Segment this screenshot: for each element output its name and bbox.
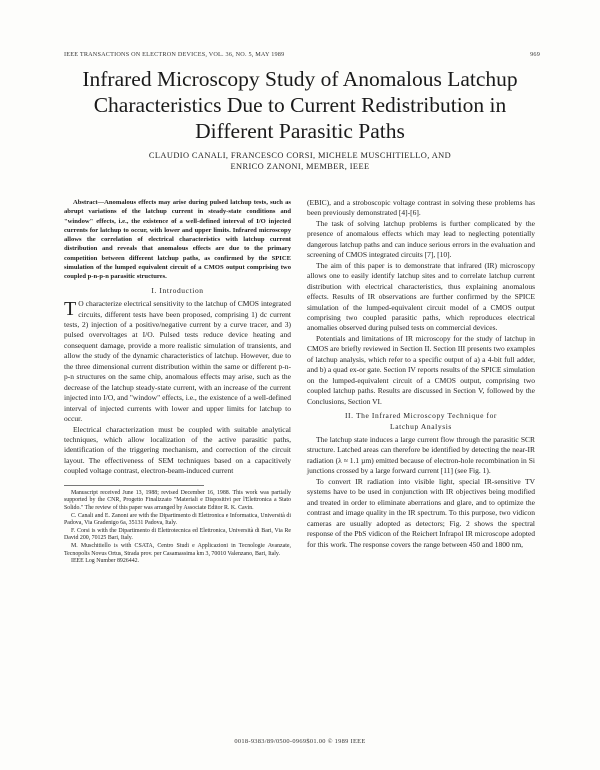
- intro-paragraph-2: Electrical characterization must be coupled with suitable analytical techniques, which allow localization of the active parasitic paths, identification of the triggering mechanism, and correction of the circuit layout. The effectiveness of SEM techniques based on a capacitively coupled voltage contrast, electron-beam-induced current: [64, 424, 291, 476]
- author-line-2: ENRICO ZANONI, MEMBER, IEEE: [230, 162, 370, 171]
- section-heading-ir-line-2: Latchup Analysis: [390, 421, 452, 431]
- paper-title: Infrared Microscopy Study of Anomalous Latchup Characteristics Due to Current Redistribution in Different Parasitic Paths: [82, 67, 518, 143]
- abstract: Abstract—Anomalous effects may arise during pulsed latchup tests, such as abrupt variations of the latchup current in steady-state conditions and "window" effects, i.e., the existence of a well-defined interval of I/O injected currents for latchup to occur, with lower and upper limits. Infrared microscopy allows the correlation of electrical characteristics with latchup current distribution and reveals that anomalous effects are due to the primary competition between different latchup paths, as confirmed by the SPICE simulation of the lumped equivalent circuit of a CMOS output comprising two coupled p-n-p-n parasitic structures.: [64, 199, 291, 281]
- intro-paragraph-1: [64, 299, 291, 424]
- journal-name: IEEE TRANSACTIONS ON ELECTRON DEVICES, VOL. 36, NO. 5, MAY 1989: [64, 51, 285, 58]
- author-line-1: CLAUDIO CANALI, FRANCESCO CORSI, MICHELE MUSCHITIELLO, AND: [148, 151, 452, 160]
- author-block: [90, 150, 510, 172]
- body-paragraph-outline: Potentials and limitations of IR microscopy for the study of latchup in CMOS are briefly reviewed in Section II. Section III presents two examples of latchup analysis, which refer to a specific output of a) a 4-bit full adder, and b) a quad ex-or gate. Section IV reports results of the SPICE simulation on the lumped-equivalent circuit of a CMOS output, comprising two coupled latchup paths. Results are discussed in Section V, followed by the Conclusions, Section VI.: [307, 333, 535, 406]
- footnote-corsi: F. Corsi is with the Dipartimento di Elettrotecnica ed Elettronica, Università di Bari, Via Re David 200, 70125 Bari, Italy.: [64, 527, 291, 542]
- drop-cap: T: [64, 298, 77, 321]
- copyright-line: 0018-9383/89/0500-0969$01.00 © 1989 IEEE: [234, 738, 366, 745]
- section-heading-introduction: I. Introduction: [151, 285, 204, 295]
- footnotes: [64, 490, 291, 566]
- page-number: 969: [530, 51, 540, 58]
- left-column: [64, 198, 291, 566]
- right-column: [307, 198, 535, 550]
- body-paragraph-latchup-state: The latchup state induces a large current flow through the parasitic SCR structure. Latched areas can therefore be identified by detecting the near-IR radiation (λ ≈ 1.1 µm) emitted because of electron-hole recombination in Si junctions crossed by a large forward current [11] (see Fig. 1).: [307, 434, 535, 476]
- section-heading-ir-line-1: II. The Infrared Microscopy Technique for: [344, 411, 498, 421]
- footnote-ieee-log: IEEE Log Number 8926442.: [71, 558, 140, 565]
- body-paragraph-aim: The aim of this paper is to demonstrate that infrared (IR) microscopy allows one to easily identify latchup sites and to correlate latchup current distribution with electrical characteristics, thus explaining anomalous effects. Results of IR observations are further confirmed by the SPICE simulation of the lumped-equivalent circuit model of a CMOS output comprising two coupled parasitic paths, which reproduces electrical anomalies observed during pulsed tests on commercial devices.: [307, 260, 535, 333]
- body-paragraph-ebic: (EBIC), and a stroboscopic voltage contrast in solving these problems has been previously demonstrated [4]-[6].: [307, 198, 535, 218]
- body-paragraph-ir-conversion: To convert IR radiation into visible light, special IR-sensitive TV systems have to be used in conjunction with IR objectives being modified and treated in order to eliminate aberrations and glare, and to optimize the contrast and image quality in the IR spectrum. To this purpose, two vidicon cameras are usually adopted as detectors; Fig. 2 shows the spectral response of the PbS vidicon of the Reichert Infrapol IR microscope adopted for this work. The response covers the range between 450 and 1800 nm,: [307, 476, 535, 549]
- footnote-received: Manuscript received June 13, 1988; revised December 16, 1988. This work was partially supported by the CNR, Progetto Finalizzato "Materiali e Dispositivi per l'Elettronica a Stato Solido." The review of this paper was arranged by Associate Editor R. K. Cavin.: [64, 489, 291, 512]
- footnote-canali-zanoni: C. Canali and E. Zanoni are with the Dipartimento di Elettronica e Informatica, Università di Padova, Via Gradenigo 6a, 35131 Padova, Italy.: [64, 512, 291, 527]
- body-paragraph-task: The task of solving latchup problems is further complicated by the presence of anomalous effects which may lead to neglecting potentially dangerous latchup paths and can induce serious errors in the evaluation and screening of CMOS integrated circuits [7], [10].: [307, 218, 535, 260]
- running-header: [64, 51, 540, 61]
- section-heading-ir-technique: [307, 411, 535, 432]
- footnote-muschitiello: M. Muschitiello is with CSATA, Centro Studi e Applicazioni in Tecnologie Avanzate, Tecnopolis Novus Ortus, Strada prov. per Casamassima km 3, 70010 Valenzano, Bari, Italy.: [64, 542, 291, 557]
- intro-paragraph-1-text: O characterize electrical sensitivity to the latchup of CMOS integrated circuits, different tests have been proposed, comprising 1) dc current tests, 2) injection of a positive/negative current by a curve tracer, and 3) pulsed overvoltages at I/O. Pulsed tests reduce device heating and consequent damage, provide a more realistic simulation of transients, and allow the study of the dynamic characteristics of latchup. However, due to the three dimensional current distribution within the same or different p-n-p-n structures on the same chip, anomalous effects may arise, such as the decrease of the latchup steady-state current, with an increase of the current injected into I/O, and "window" effects, i.e., the existence of a well-defined interval of injected currents with lower and upper limits for latchup to occur.: [64, 299, 291, 424]
